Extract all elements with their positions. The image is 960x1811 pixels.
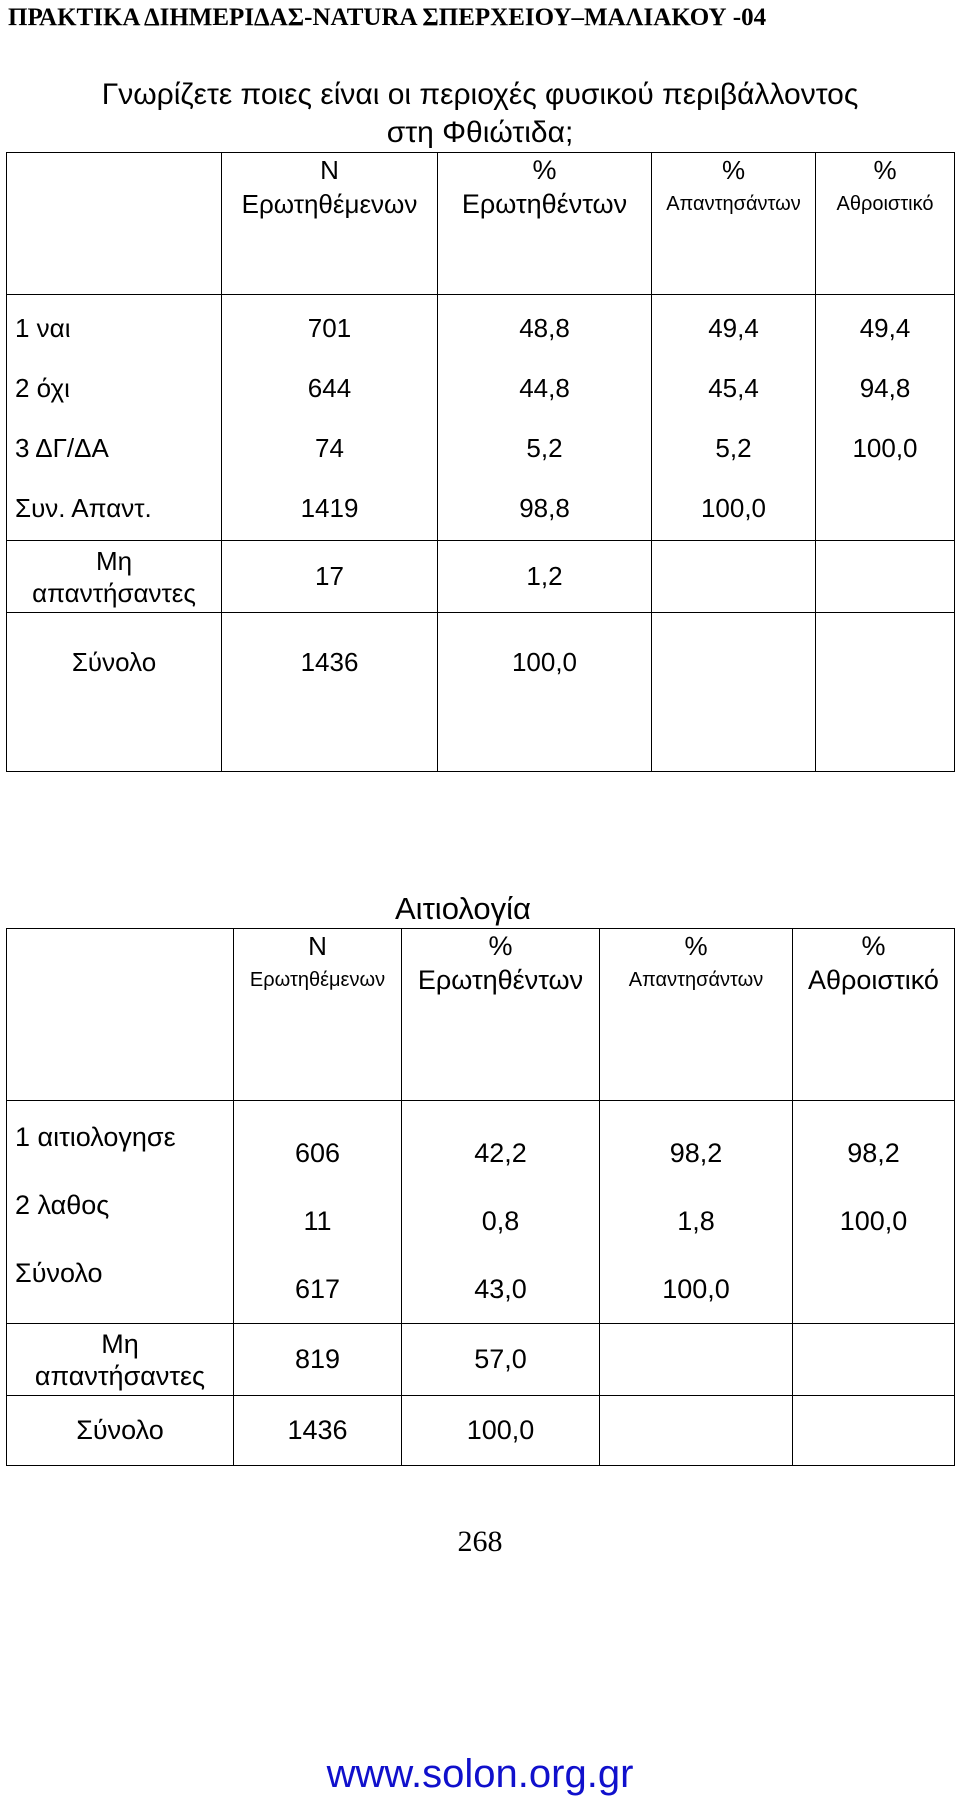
empty-cell (816, 613, 955, 772)
col-header-pct-answered: % Απαντησάντων (600, 929, 793, 1101)
header-empty-cell (7, 929, 234, 1101)
col-pct-asked-values: 42,2 0,8 43,0 (402, 1101, 600, 1324)
footer-url: www.solon.org.gr (326, 1752, 634, 1796)
nonresp-n: 17 (222, 541, 438, 613)
col-header-pct-asked: % Ερωτηθέντων (438, 153, 652, 295)
question-title (0, 76, 960, 152)
col-header-pct-cumulative: % Αθροιστικό (793, 929, 955, 1101)
row-label: 1 ναι (15, 312, 71, 343)
table-justification (6, 928, 955, 1466)
nonresp-label: Μη απαντήσαντες (7, 1324, 234, 1396)
question-line-1: Γνωρίζετε ποιες είναι οι περιοχές φυσικού περιβάλλοντος (101, 78, 859, 111)
row-label: 2 λαθος (15, 1190, 110, 1220)
nonresp-pct: 1,2 (438, 541, 652, 613)
row-labels (7, 295, 222, 541)
empty-cell (793, 1396, 955, 1466)
col-pct-cumulative-values: 49,4 94,8 100,0 (816, 295, 955, 541)
row-labels (7, 1101, 234, 1324)
col-pct-asked-values: 48,8 44,8 5,2 98,8 (438, 295, 652, 541)
total-label: Σύνολο (7, 613, 222, 772)
row-label: 1 αιτιολογησε (15, 1122, 176, 1152)
header-empty-cell (7, 153, 222, 295)
col-pct-answered-values: 98,2 1,8 100,0 (600, 1101, 793, 1324)
empty-cell (816, 541, 955, 613)
total-pct: 100,0 (402, 1396, 600, 1466)
total-label: Σύνολο (7, 1396, 234, 1466)
col-header-pct-answered: % Απαντησάντων (652, 153, 816, 295)
justification-title: Αιτιολογία (395, 891, 531, 926)
table-awareness (6, 152, 955, 772)
col-pct-cumulative-values: 98,2 100,0 (793, 1101, 955, 1324)
question-line-2: στη Φθιώτιδα; (386, 116, 574, 149)
empty-cell (600, 1324, 793, 1396)
col-header-n: Ν Ερωτηθέμενων (234, 929, 402, 1101)
row-label: Σύνολο (15, 1258, 103, 1288)
empty-cell (793, 1324, 955, 1396)
nonresp-pct: 57,0 (402, 1324, 600, 1396)
page-number: 268 (457, 1525, 503, 1558)
empty-cell (652, 541, 816, 613)
nonresp-label: Μη απαντήσαντες (7, 541, 222, 613)
document-header: ΠΡΑΚΤΙΚΑ ΔΙΗΜΕΡΙΔΑΣ-NATURA ΣΠΕΡΧΕΙΟΥ–ΜΑΛΙΑΚΟΥ -04 (8, 4, 767, 31)
row-label: Συν. Απαντ. (15, 492, 152, 523)
nonresp-n: 819 (234, 1324, 402, 1396)
total-n: 1436 (234, 1396, 402, 1466)
empty-cell (652, 613, 816, 772)
col-n-values: 701 644 74 1419 (222, 295, 438, 541)
row-label: 3 ΔΓ/ΔΑ (15, 432, 109, 463)
total-n: 1436 (222, 613, 438, 772)
row-label: 2 όχι (15, 372, 70, 403)
col-pct-answered-values: 49,4 45,4 5,2 100,0 (652, 295, 816, 541)
col-header-n: Ν Ερωτηθέμενων (222, 153, 438, 295)
col-header-pct-cumulative: % Αθροιστικό (816, 153, 955, 295)
total-pct: 100,0 (438, 613, 652, 772)
col-n-values: 606 11 617 (234, 1101, 402, 1324)
empty-cell (600, 1396, 793, 1466)
col-header-pct-asked: % Ερωτηθέντων (402, 929, 600, 1101)
